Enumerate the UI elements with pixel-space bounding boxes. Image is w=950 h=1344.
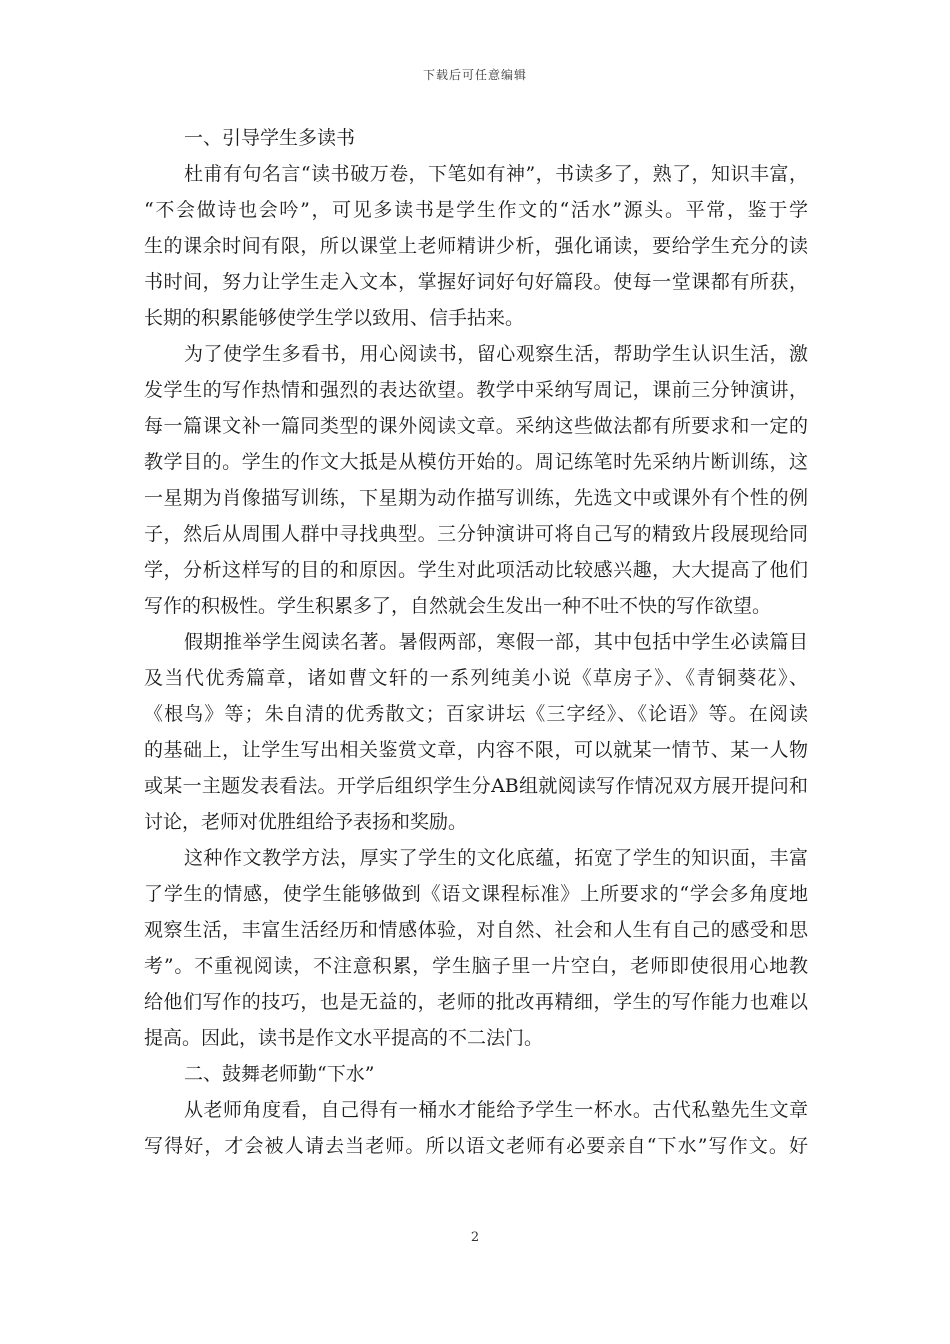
text-line: 提高。因此，读书是作文水平提高的不二法门。 (144, 1027, 544, 1049)
text-line: 一、引导学生多读书 (184, 127, 356, 149)
page-header: 下载后可任意编辑 (422, 68, 527, 82)
text-line: 了学生的情感，使学生能够做到《语文课程标准》上所要求的“学会多角度地 (144, 883, 808, 905)
text-line: 写得好，才会被人请去当老师。所以语文老师有必要亲自“下水”写作文。好 (144, 1135, 808, 1157)
text-line: 为了使学生多看书，用心阅读书，留心观察生活，帮助学生认识生活，激 (184, 343, 808, 365)
text-line: 假期推举学生阅读名著。暑假两部，寒假一部，其中包括中学生必读篇目 (184, 631, 808, 653)
text-line: 这种作文教学方法，厚实了学生的文化底蕴，拓宽了学生的知识面，丰富 (184, 847, 808, 869)
text-line: 二、鼓舞老师勤“下水” (184, 1063, 375, 1085)
text-line: 长期的积累能够使学生学以致用、信手拈来。 (144, 307, 525, 329)
document-body (144, 120, 808, 1164)
text-line: 的基础上，让学生写出相关鉴赏文章，内容不限，可以就某一情节、某一人物 (144, 739, 808, 761)
text-line: 《根鸟》等；朱自清的优秀散文；百家讲坛《三字经》、《论语》等。在阅读 (144, 703, 808, 725)
text-line: 生的课余时间有限，所以课堂上老师精讲少析，强化诵读，要给学生充分的读 (144, 235, 808, 257)
text-line: 给他们写作的技巧，也是无益的，老师的批改再精细，学生的写作能力也难以 (144, 991, 808, 1013)
text-line: 杜甫有句名言“读书破万卷，下笔如有神”，书读多了，熟了，知识丰富， (184, 163, 808, 185)
text-line: 讨论，老师对优胜组给予表扬和奖励。 (144, 811, 468, 833)
text-line: 及当代优秀篇章，诸如曹文轩的一系列纯美小说《草房子》、《青铜葵花》、 (144, 667, 808, 689)
text-line: 教学目的。学生的作文大抵是从模仿开始的。周记练笔时先采纳片断训练，这 (144, 451, 808, 473)
text-line: 从老师角度看，自己得有一桶水才能给予学生一杯水。古代私塾先生文章 (184, 1099, 808, 1121)
text-line: 观察生活，丰富生活经历和情感体验，对自然、社会和人生有自己的感受和思 (144, 919, 808, 941)
text-line: 考”。不重视阅读，不注意积累，学生脑子里一片空白，老师即使很用心地教 (144, 955, 808, 977)
text-line: 每一篇课文补一篇同类型的课外阅读文章。采纳这些做法都有所要求和一定的 (144, 415, 808, 437)
text-line: 或某一主题发表看法。开学后组织学生分AB组就阅读写作情况双方展开提问和 (144, 775, 808, 797)
text-line: 子，然后从周围人群中寻找典型。三分钟演讲可将自己写的精致片段展现给同 (144, 523, 808, 545)
text-line: “不会做诗也会吟”，可见多读书是学生作文的“活水”源头。平常，鉴于学 (144, 199, 808, 221)
page-number: 2 (470, 1230, 480, 1245)
text-line: 写作的积极性。学生积累多了，自然就会生发出一种不吐不快的写作欲望。 (144, 595, 772, 617)
text-line: 一星期为肖像描写训练，下星期为动作描写训练，先选文中或课外有个性的例 (144, 487, 808, 509)
text-line: 发学生的写作热情和强烈的表达欲望。教学中采纳写周记，课前三分钟演讲， (144, 379, 808, 401)
text-line: 书时间，努力让学生走入文本，掌握好词好句好篇段。使每一堂课都有所获， (144, 271, 808, 293)
text-line: 学，分析这样写的目的和原因。学生对此项活动比较感兴趣，大大提高了他们 (144, 559, 808, 581)
